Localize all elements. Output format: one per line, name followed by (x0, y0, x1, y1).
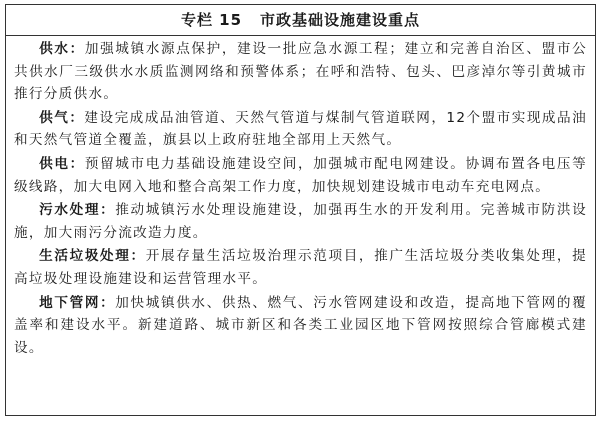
box-title-text: 市政基础设施建设重点 (260, 11, 421, 29)
item-text: 建设完成成品油管道、天然气管道与煤制气管道联网，12个盟市实现成品油和天然气管道全覆盖，旗县以上政府驻地全部用上天然气。 (14, 109, 587, 149)
item-text: 开展存量生活垃圾治理示范项目，推广生活垃圾分类收集处理，提高垃圾处理设施建设和运营管理水平。 (14, 248, 587, 287)
item-heading: 污水处理 (39, 202, 101, 219)
item-sewage: 污水处理：推动城镇污水处理设施建设，加强再生水的开发利用。完善城市防洪设施，加大雨污分流改造力度。 (14, 202, 587, 241)
item-heading: 供气 (39, 109, 70, 126)
item-water-supply: 供水：加强城镇水源点保护，建设一批应急水源工程；建立和完善自治区、盟市公共供水厂三级供水水质监测网络和预警体系；在呼和浩特、包头、巴彦淖尔等引黄城市推行分质供水。 (14, 41, 587, 103)
box-title (6, 5, 595, 36)
box-title-label: 专栏 15 (180, 11, 243, 29)
item-text: 推动城镇污水处理设施建设，加强再生水的开发利用。完善城市防洪设施，加大雨污分流改造力度。 (14, 202, 587, 241)
item-heading: 供水 (39, 41, 70, 57)
item-text: 预留城市电力基础设施建设空间，加强城市配电网建设。协调布置各电压等级线路，加大电网入地和整合高架工作力度，加快规划建设城市电动车充电网点。 (14, 155, 587, 195)
item-underground-pipes: 地下管网：加快城镇供水、供热、燃气、污水管网建设和改造，提高地下管网的覆盖率和建设水平。新建道路、城市新区和各类工业园区地下管网按照综合管廊模式建设。 (14, 294, 587, 356)
item-heading: 供电 (39, 155, 70, 172)
item-power-supply: 供电：预留城市电力基础设施建设空间，加强城市配电网建设。协调布置各电压等级线路，加大电网入地和整合高架工作力度，加快规划建设城市电动车充电网点。 (14, 155, 587, 195)
item-text: 加快城镇供水、供热、燃气、污水管网建设和改造，提高地下管网的覆盖率和建设水平。新建道路、城市新区和各类工业园区地下管网按照综合管廊模式建设。 (14, 294, 587, 356)
item-text: 加强城镇水源点保护，建设一批应急水源工程；建立和完善自治区、盟市公共供水厂三级供水水质监测网络和预警体系；在呼和浩特、包头、巴彦淖尔等引黄城市推行分质供水。 (14, 41, 587, 103)
item-gas-supply: 供气：建设完成成品油管道、天然气管道与煤制气管道联网，12个盟市实现成品油和天然气管道全覆盖，旗县以上政府驻地全部用上天然气。 (14, 109, 587, 149)
item-garbage: 生活垃圾处理：开展存量生活垃圾治理示范项目，推广生活垃圾分类收集处理，提高垃圾处理设施建设和运营管理水平。 (14, 248, 587, 287)
feature-box (5, 4, 596, 416)
item-heading: 地下管网 (39, 294, 101, 311)
box-content (14, 38, 587, 359)
item-heading: 生活垃圾处理 (39, 248, 131, 265)
